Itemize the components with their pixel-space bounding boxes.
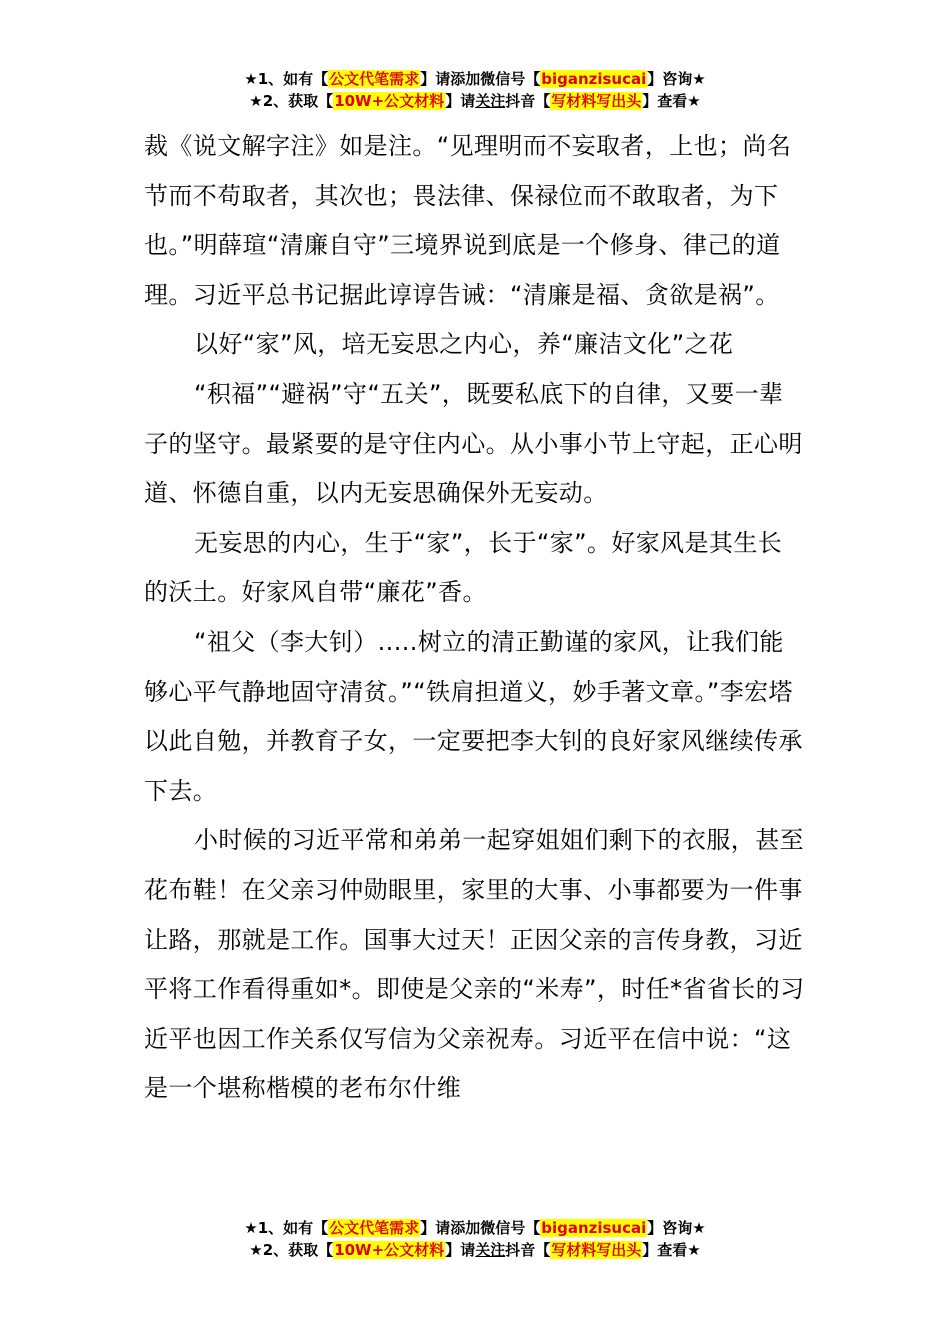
banner-text: 抖音【 (505, 1241, 551, 1259)
banner-line-1 (0, 68, 950, 90)
highlight-wechat-id: biganzisucai (541, 1219, 647, 1237)
banner-text: 抖音【 (505, 92, 551, 110)
highlight-materials: 10W+公文材料 (334, 92, 445, 110)
section-heading: 以好“家”风，培无妄思之内心，养“廉洁文化”之花 (194, 330, 734, 359)
paragraph: 裁《说文解字注》如是注。“见理明而不妄取者，上也；尚名节而不苟取者，其次也；畏法律、保禄位而不敢取者，为下也。”明薛瑄“清廉自守”三境界说到底是一个修身、律己的道理。习近平总书记据此谆谆告诫：“清廉是福、贪欲是祸”。 (144, 132, 792, 309)
banner-text: 】请 (445, 1241, 476, 1259)
banner-text: 】咨询★ (647, 70, 706, 88)
banner-line-1 (0, 1217, 950, 1239)
banner-line-2 (0, 90, 950, 112)
highlight-douyin: 写材料写出头 (551, 1241, 642, 1259)
banner-text: 】请添加微信号【 (420, 70, 541, 88)
document-body (144, 122, 806, 1114)
banner-line-2 (0, 1239, 950, 1261)
highlight-materials: 10W+公文材料 (334, 1241, 445, 1259)
underlined-follow: 关注 (475, 1241, 506, 1259)
banner-text: 】查看★ (642, 92, 701, 110)
paragraph: “积福”“避祸”守“五关”，既要私底下的自律，又要一辈子的坚守。最紧要的是守住内心。从小事小节上守起，正心明道、怀德自重，以内无妄思确保外无妄动。 (144, 379, 803, 508)
banner-text: ★2、获取【 (249, 92, 334, 110)
banner-text: ★2、获取【 (249, 1241, 334, 1259)
highlight-wechat-id: biganzisucai (541, 70, 647, 88)
banner-text: ★1、如有【 (244, 1219, 329, 1237)
header-banner (0, 68, 950, 112)
highlight-ghostwriting: 公文代笔需求 (329, 1219, 420, 1237)
paragraph: 小时候的习近平常和弟弟一起穿姐姐们剩下的衣服，甚至花布鞋！在父亲习仲勋眼里，家里的大事、小事都要为一件事让路，那就是工作。国事大过天！正因父亲的言传身教，习近平将工作看得重如*。即使是父亲的“米寿”，时任*省省长的习近平也因工作关系仅写信为父亲祝寿。习近平在信中说：“这是一个堪称楷模的老布尔什维 (144, 826, 805, 1103)
banner-text: ★1、如有【 (244, 70, 329, 88)
highlight-douyin: 写材料写出头 (551, 92, 642, 110)
paragraph: 无妄思的内心，生于“家”，长于“家”。好家风是其生长的沃土。好家风自带“廉花”香。 (144, 528, 783, 607)
banner-text: 】请 (445, 92, 476, 110)
underlined-follow: 关注 (475, 92, 506, 110)
banner-text: 】请添加微信号【 (420, 1219, 541, 1237)
paragraph: “祖父（李大钊）.....树立的清正勤谨的家风，让我们能够心平气静地固守清贫。”“铁肩担道义，妙手著文章。”李宏塔以此自勉，并教育子女，一定要把李大钊的良好家风继续传承下去。 (144, 627, 803, 805)
banner-text: 】查看★ (642, 1241, 701, 1259)
highlight-ghostwriting: 公文代笔需求 (329, 70, 420, 88)
banner-text: 】咨询★ (647, 1219, 706, 1237)
footer-banner (0, 1217, 950, 1261)
